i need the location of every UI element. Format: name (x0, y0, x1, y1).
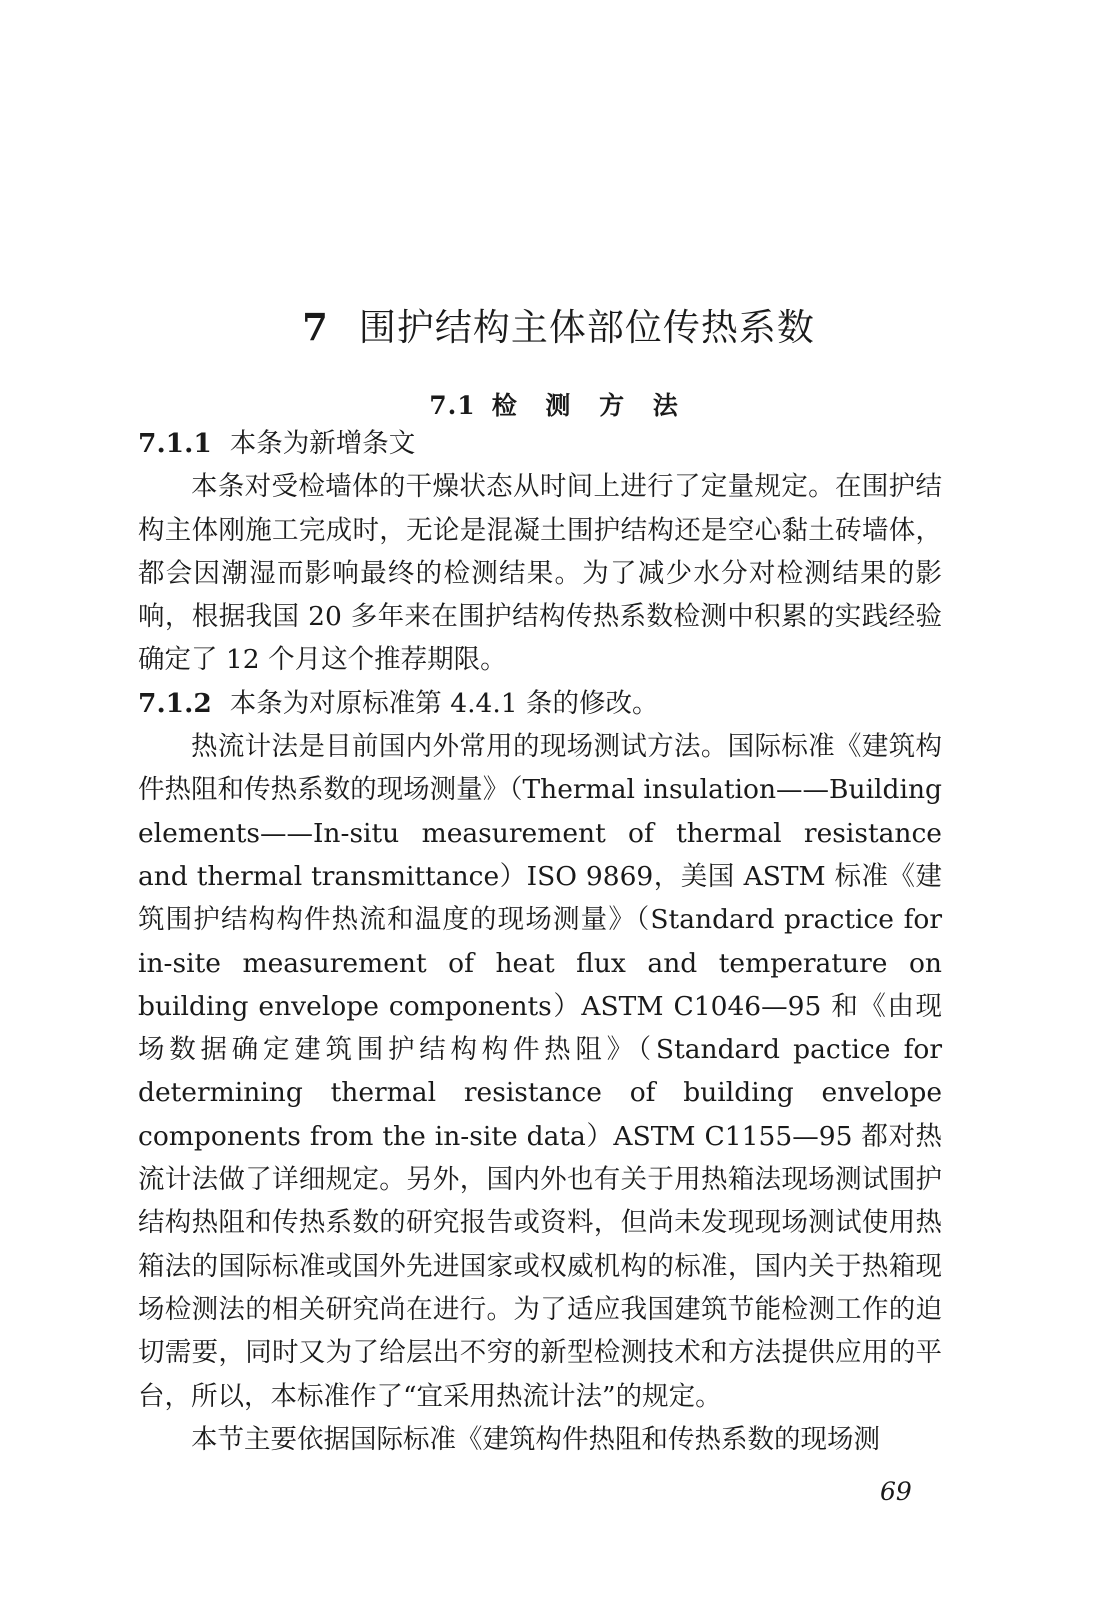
clause-heading (138, 422, 942, 465)
paragraph: 本节主要依据国际标准《建筑构件热阻和传热系数的现场测 (191, 1423, 880, 1455)
paragraph: 热流计法是目前国内外常用的现场测试方法。国际标准《建筑构件热阻和传热系数的现场测量》（Thermal insulation——Building elements——In-situ measurement of thermal resistance and thermal transmittance）ISO 9869，美国 ASTM 标准《建筑围护结构构件热流和温度的现场测量》（Standard practice for in-site measurement of heat flux and temperature on building envelope components）ASTM C1046—95 和《由现场数据确定建筑围护结构构件热阻》（Standard pactice for determining thermal resistance of building envelope components from the in-site data）ASTM C1155—95 都对热流计法做了详细规定。另外，国内外也有关于用热箱法现场测试围护结构热阻和传热系数的研究报告或资料，但尚未发现现场测试使用热箱法的国际标准或国外先进国家或权威机构的标准，国内关于热箱现场检测法的相关研究尚在进行。为了适应我国建筑节能检测工作的迫切需要，同时又为了给层出不穷的新型检测技术和方法提供应用的平台，所以，本标准作了“宜采用热流计法”的规定。 (138, 731, 942, 1412)
clause-number: 7.1.1 (138, 428, 212, 459)
chapter-number: 7 (302, 304, 329, 349)
body-text (138, 422, 942, 1461)
section-title-text: 检 测 方 法 (491, 390, 688, 420)
section-number: 7.1 (429, 390, 476, 420)
page-number: 69 (880, 1477, 912, 1506)
clause-heading-text: 本条为对原标准第 4.4.1 条的修改。 (229, 687, 659, 719)
chapter-title-text: 围护结构主体部位传热系数 (358, 305, 815, 349)
clause-heading-text: 本条为新增条文 (229, 428, 416, 459)
clause-heading (138, 682, 942, 725)
section-title (0, 386, 1117, 422)
clause-number: 7.1.2 (138, 687, 212, 719)
chapter-title (0, 297, 1117, 351)
paragraph: 本条对受检墙体的干燥状态从时间上进行了定量规定。在围护结构主体刚施工完成时，无论是混凝土围护结构还是空心黏土砖墙体，都会因潮湿而影响最终的检测结果。为了减少水分对检测结果的影响，根据我国 20 多年来在围护结构传热系数检测中积累的实践经验确定了 12 个月这个推荐期限。 (138, 471, 942, 676)
